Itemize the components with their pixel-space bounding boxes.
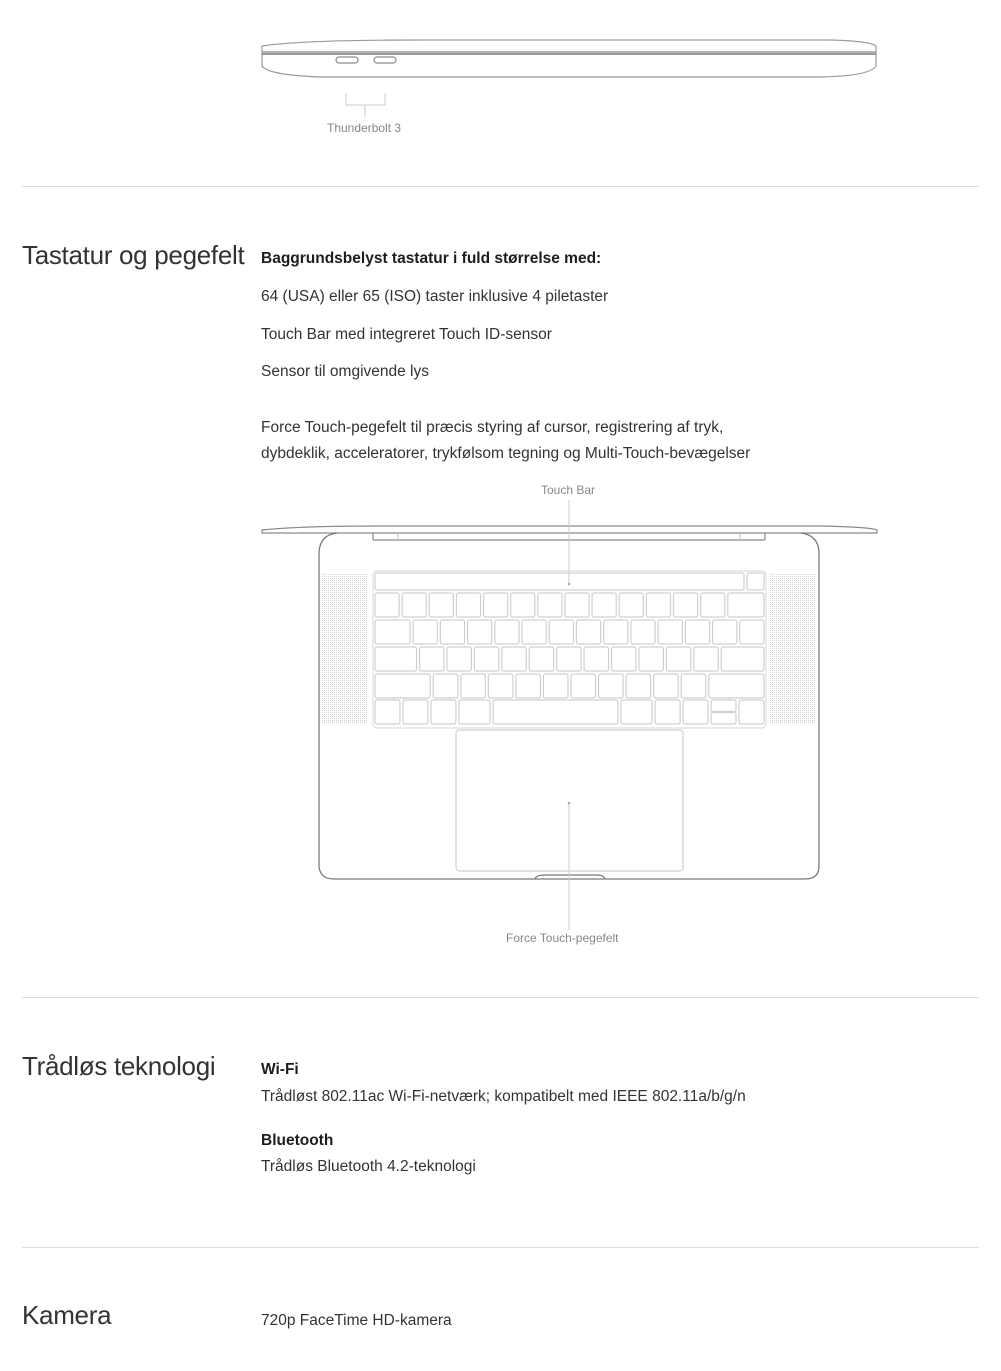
keyboard-key xyxy=(557,647,581,671)
touch-bar-caption: Touch Bar xyxy=(541,483,596,497)
keyboard-key xyxy=(375,573,744,590)
keyboard-key xyxy=(694,647,718,671)
keyboard-key xyxy=(375,700,400,724)
keyboard-key xyxy=(468,620,492,644)
keyboard-spec-item: 64 (USA) eller 65 (ISO) taster inklusive 4 piletaster xyxy=(261,288,609,305)
keyboard-key xyxy=(740,620,764,644)
camera-text: 720p FaceTime HD-kamera xyxy=(261,1312,452,1329)
keyboard-key xyxy=(711,713,736,725)
keyboard-key xyxy=(375,593,399,617)
keyboard-key xyxy=(413,620,437,644)
bluetooth-heading: Bluetooth xyxy=(261,1132,334,1149)
keyboard-key xyxy=(592,593,616,617)
keyboard-key xyxy=(576,620,600,644)
keyboard-key xyxy=(461,674,486,698)
keyboard-key xyxy=(375,674,430,698)
section-divider xyxy=(22,997,979,998)
keyboard-spec-item: Touch Bar med integreret Touch ID-sensor xyxy=(261,326,552,343)
keyboard-key xyxy=(529,647,553,671)
keyboard-heading: Baggrundsbelyst tastatur i fuld størrelse med: xyxy=(261,250,602,267)
keyboard-key xyxy=(565,593,589,617)
keyboard-key xyxy=(549,620,573,644)
keyboard-key xyxy=(447,647,471,671)
keyboard-key xyxy=(709,674,764,698)
keyboard-key xyxy=(599,674,624,698)
keyboard-key xyxy=(522,620,546,644)
keyboard-key xyxy=(658,620,682,644)
right-speaker-grille xyxy=(770,574,816,724)
thunderbolt-caption: Thunderbolt 3 xyxy=(327,121,402,135)
keyboard-key xyxy=(701,593,725,617)
keyboard-key xyxy=(431,700,456,724)
keyboard-key xyxy=(728,593,764,617)
keyboard-key xyxy=(571,674,596,698)
keyboard-key xyxy=(646,593,670,617)
keyboard-key xyxy=(631,620,655,644)
keyboard-key xyxy=(420,647,444,671)
keyboard-key xyxy=(655,700,680,724)
keyboard-key xyxy=(543,674,568,698)
keyboard-key xyxy=(739,700,764,724)
keyboard-key xyxy=(626,674,651,698)
keyboard-key xyxy=(639,647,663,671)
keyboard-key xyxy=(711,700,736,712)
keyboard-key xyxy=(654,674,679,698)
trackpad-caption: Force Touch-pegefelt xyxy=(506,931,619,945)
section-title-camera: Kamera xyxy=(22,1300,112,1330)
keyboard-key xyxy=(495,620,519,644)
keyboard-key xyxy=(429,593,453,617)
section-title-wireless: Trådløs teknologi xyxy=(22,1051,216,1081)
keyboard-key xyxy=(493,700,618,724)
keyboard-key xyxy=(375,647,417,671)
section-divider xyxy=(22,1247,979,1248)
keyboard-key xyxy=(440,620,464,644)
trackpad-spec-line: Force Touch-pegefelt til præcis styring af cursor, registrering af tryk, xyxy=(261,419,724,436)
keyboard-key xyxy=(674,593,698,617)
trackpad-spec-line: dybdeklik, acceleratorer, trykfølsom tegning og Multi-Touch-bevægelser xyxy=(261,445,751,462)
keyboard-key xyxy=(402,593,426,617)
keyboard-key xyxy=(511,593,535,617)
left-speaker-grille xyxy=(322,574,368,724)
keyboard-key xyxy=(403,700,428,724)
keyboard-key xyxy=(459,700,490,724)
keyboard-key xyxy=(683,700,708,724)
wifi-heading: Wi-Fi xyxy=(261,1061,299,1078)
keyboard-key xyxy=(721,647,764,671)
keyboard-key xyxy=(502,647,526,671)
bluetooth-text: Trådløs Bluetooth 4.2-teknologi xyxy=(261,1158,476,1175)
keyboard-key xyxy=(666,647,690,671)
keyboard-key xyxy=(604,620,628,644)
keyboard-key xyxy=(612,647,636,671)
keyboard-key xyxy=(516,674,541,698)
keyboard-key xyxy=(433,674,458,698)
keyboard-spec-item: Sensor til omgivende lys xyxy=(261,363,429,380)
keyboard-key xyxy=(488,674,513,698)
keyboard-key xyxy=(681,674,706,698)
keyboard-key xyxy=(484,593,508,617)
keyboard-key xyxy=(747,573,764,590)
keyboard-key xyxy=(621,700,652,724)
section-title-keyboard: Tastatur og pegefelt xyxy=(22,240,245,270)
keyboard-key xyxy=(713,620,737,644)
keyboard-key xyxy=(538,593,562,617)
wifi-text: Trådløst 802.11ac Wi-Fi-netværk; kompatibelt med IEEE 802.11a/b/g/n xyxy=(261,1088,746,1105)
keyboard-key xyxy=(619,593,643,617)
keyboard-key xyxy=(474,647,498,671)
keyboard-key xyxy=(584,647,608,671)
keyboard-key xyxy=(456,593,480,617)
keyboard-key xyxy=(685,620,709,644)
keyboard-key xyxy=(375,620,410,644)
